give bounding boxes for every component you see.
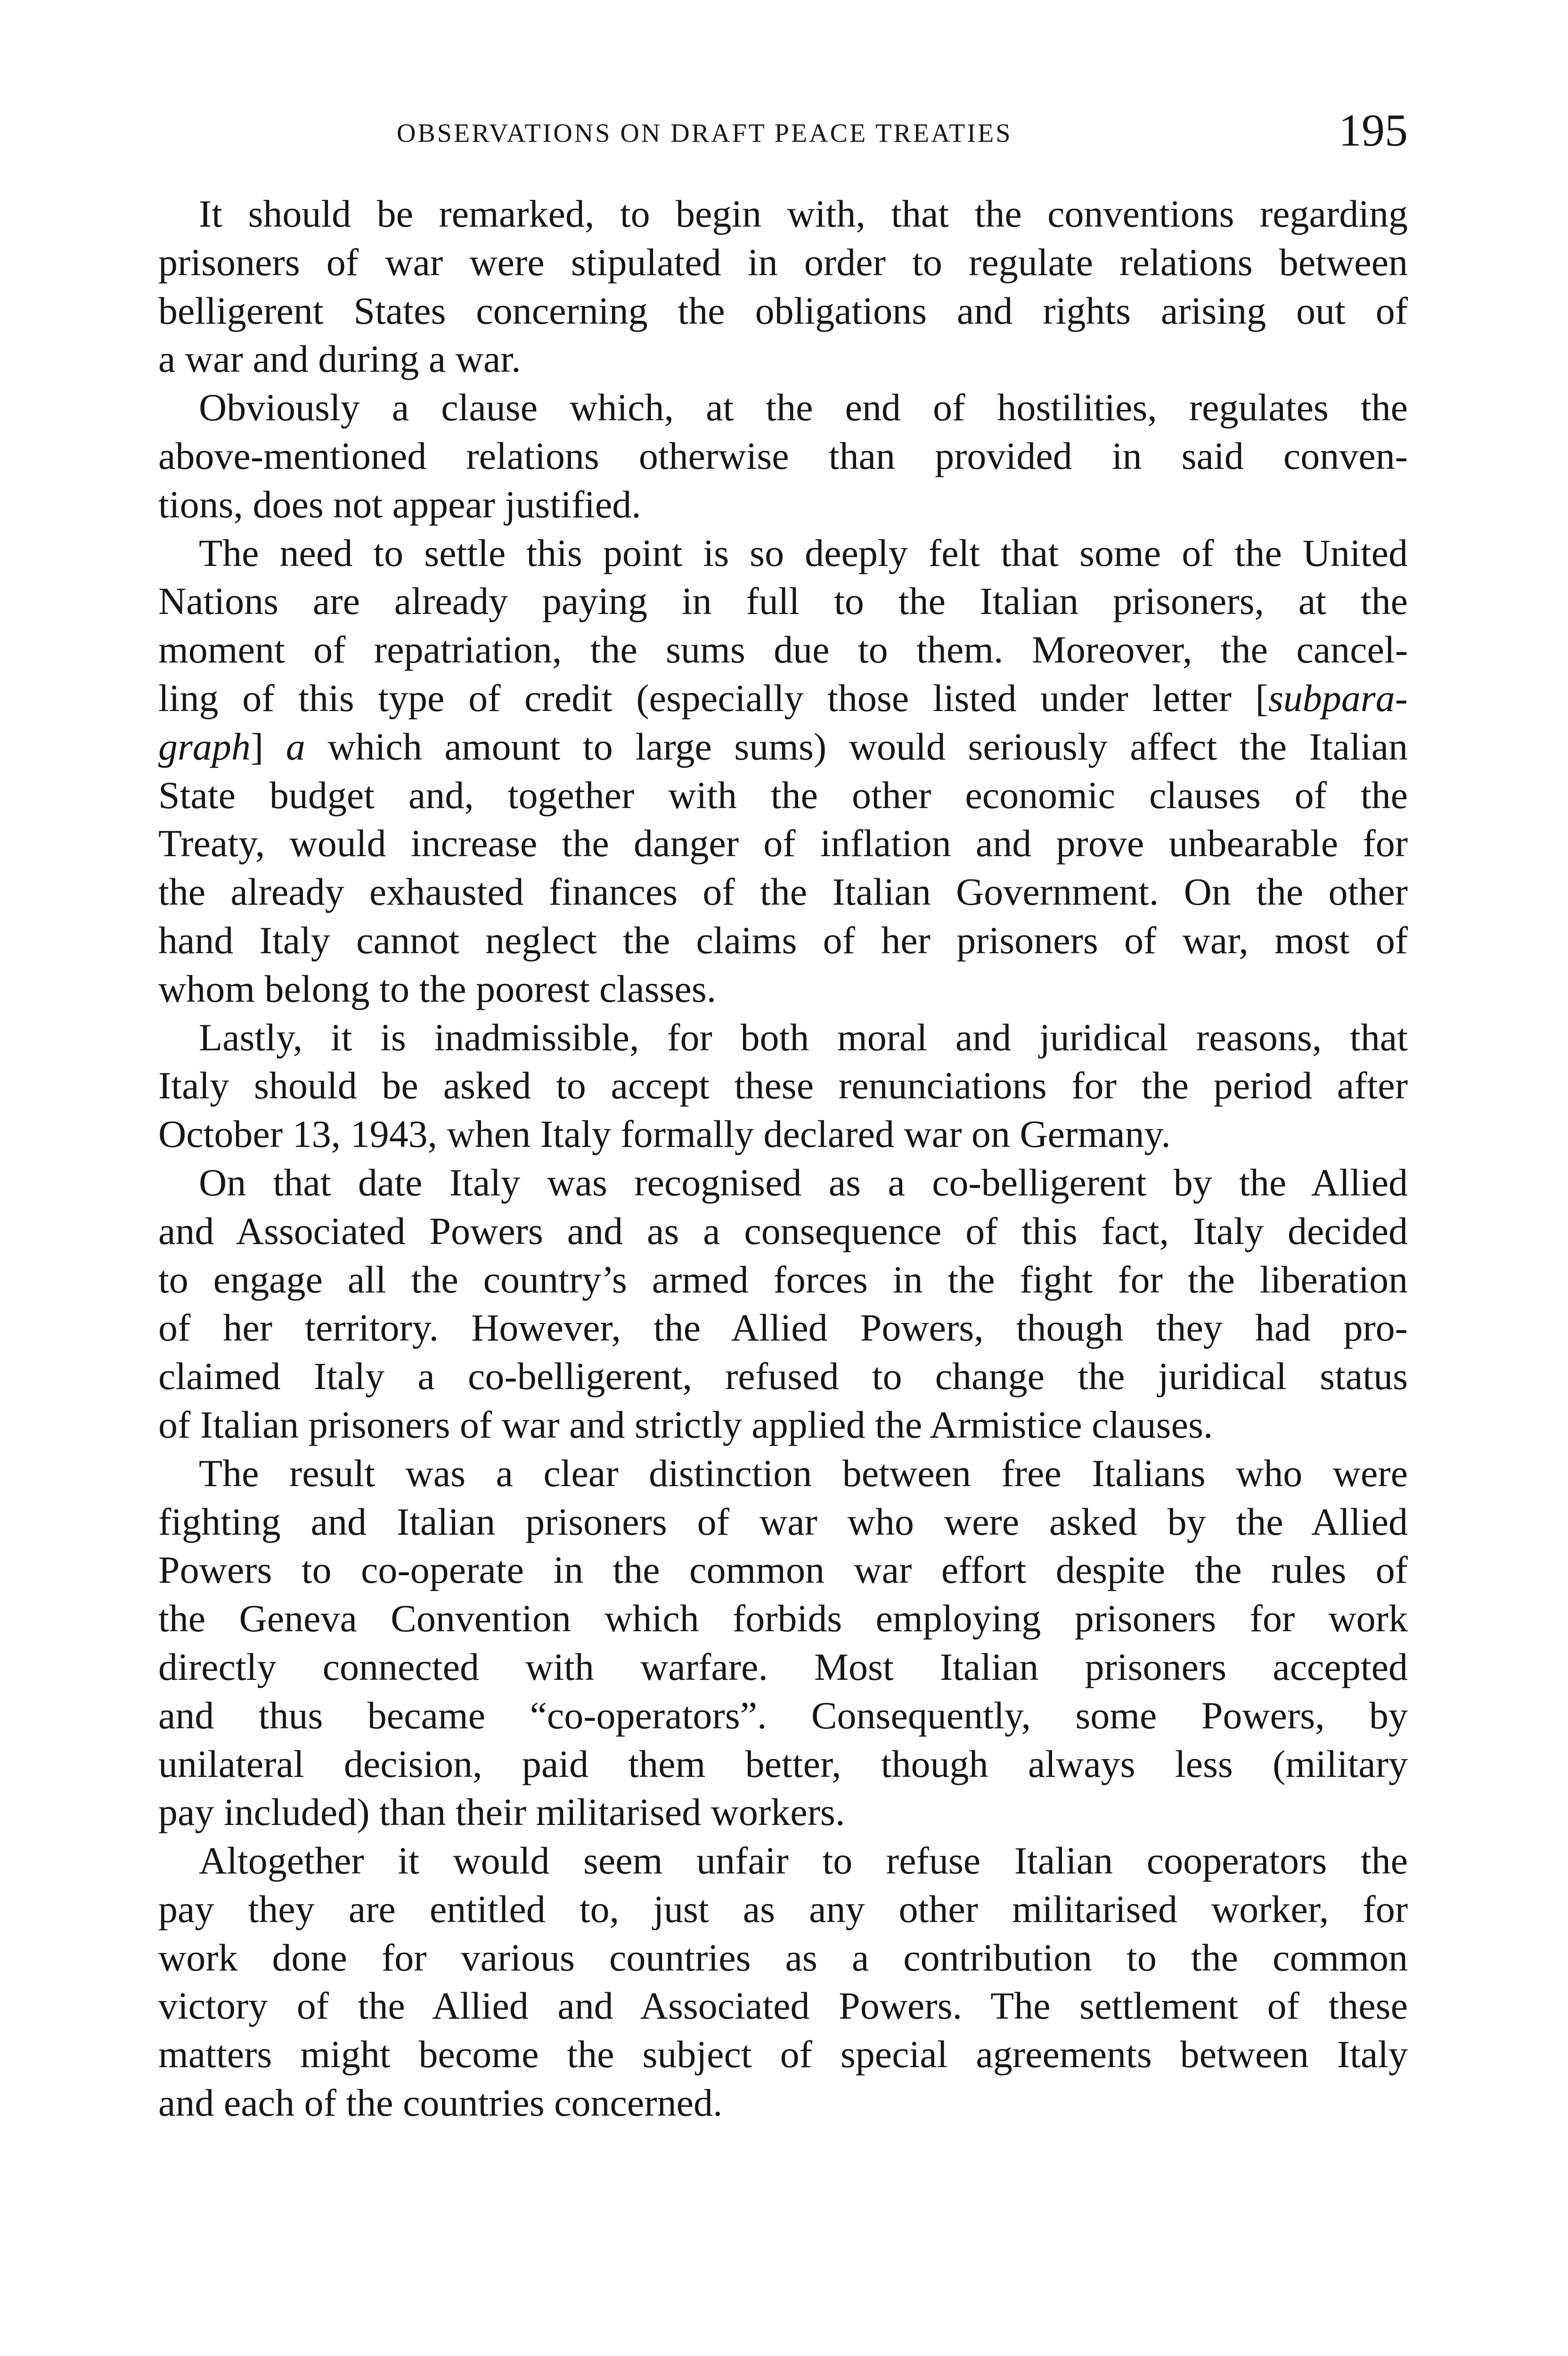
text-segment: ] bbox=[250, 725, 286, 768]
text-line: and each of the countries concerned. bbox=[158, 2081, 723, 2125]
text-line: Italy should be asked to accept these renunciations for the period after bbox=[158, 1064, 1408, 1107]
text-line: to engage all the country’s armed forces in the fight for the liberation bbox=[158, 1258, 1408, 1301]
text-line: State budget and, together with the other economic clauses of the bbox=[158, 773, 1408, 817]
paragraph bbox=[158, 190, 1408, 384]
text-line: a war and during a war. bbox=[158, 337, 521, 381]
italic-text: a bbox=[286, 725, 305, 768]
paragraph bbox=[158, 1159, 1408, 1449]
text-line: victory of the Allied and Associated Powers. The settlement of these bbox=[158, 1984, 1408, 2028]
text-line: fighting and Italian prisoners of war who were asked by the Allied bbox=[158, 1500, 1408, 1543]
page-number: 195 bbox=[1339, 105, 1408, 156]
text-line: claimed Italy a co-belligerent, refused to change the juridical status bbox=[158, 1355, 1408, 1398]
text-line: Obviously a clause which, at the end of hostilities, regulates the bbox=[199, 386, 1408, 429]
text-line bbox=[158, 674, 1408, 723]
text-line: The result was a clear distinction between free Italians who were bbox=[199, 1451, 1408, 1495]
text-line: of her territory. However, the Allied Powers, though they had pro- bbox=[158, 1306, 1408, 1350]
paragraph bbox=[158, 529, 1408, 1014]
page-header bbox=[158, 106, 1408, 155]
text-line: hand Italy cannot neglect the claims of her prisoners of war, most of bbox=[158, 918, 1408, 962]
body-text bbox=[158, 190, 1408, 2127]
text-line: On that date Italy was recognised as a co-belligerent by the Allied bbox=[199, 1161, 1408, 1204]
text-segment: ling of this type of credit (especially those listed under letter [ bbox=[158, 676, 1268, 720]
text-line: prisoners of war were stipulated in order to regulate relations between bbox=[158, 240, 1408, 284]
text-line: directly connected with warfare. Most Italian prisoners accepted bbox=[158, 1645, 1408, 1688]
text-line: and thus became “co-operators”. Consequently, some Powers, by bbox=[158, 1693, 1408, 1737]
text-line: whom belong to the poorest classes. bbox=[158, 967, 717, 1010]
text-line: matters might become the subject of special agreements between Italy bbox=[158, 2033, 1408, 2076]
text-line: and Associated Powers and as a consequence of this fact, Italy decided bbox=[158, 1209, 1408, 1252]
text-line: the already exhausted finances of the Italian Government. On the other bbox=[158, 870, 1408, 914]
text-line: pay they are entitled to, just as any other militarised worker, for bbox=[158, 1887, 1408, 1931]
text-segment: which amount to large sums) would seriously affect the Italian bbox=[305, 725, 1408, 768]
paragraph bbox=[158, 1014, 1408, 1159]
text-line: Powers to co-operate in the common war effort despite the rules of bbox=[158, 1548, 1408, 1592]
text-line: work done for various countries as a contribution to the common bbox=[158, 1936, 1408, 1979]
text-line: Nations are already paying in full to the Italian prisoners, at the bbox=[158, 580, 1408, 623]
text-line: October 13, 1943, when Italy formally declared war on Germany. bbox=[158, 1113, 1171, 1156]
text-line: tions, does not appear justified. bbox=[158, 483, 641, 526]
text-line: moment of repatriation, the sums due to them. Moreover, the cancel- bbox=[158, 628, 1408, 671]
text-line: Altogether it would seem unfair to refuse Italian cooperators the bbox=[199, 1839, 1408, 1882]
italic-text: subpara- bbox=[1268, 676, 1408, 720]
italic-text: graph bbox=[158, 725, 251, 768]
paragraph bbox=[158, 384, 1408, 529]
text-line: belligerent States concerning the obligations and rights arising out of bbox=[158, 289, 1408, 332]
text-line: It should be remarked, to begin with, that the conventions regarding bbox=[199, 192, 1408, 235]
text-line: the Geneva Convention which forbids employing prisoners for work bbox=[158, 1597, 1408, 1640]
text-line: unilateral decision, paid them better, though always less (military bbox=[158, 1742, 1408, 1785]
paragraph bbox=[158, 1837, 1408, 2127]
text-line: pay included) than their militarised workers. bbox=[158, 1791, 845, 1834]
text-line: above-mentioned relations otherwise than provided in said conven- bbox=[158, 434, 1408, 477]
running-title: OBSERVATIONS ON DRAFT PEACE TREATIES bbox=[397, 119, 1013, 148]
text-line: of Italian prisoners of war and strictly applied the Armistice clauses. bbox=[158, 1403, 1213, 1446]
text-line bbox=[158, 723, 1408, 771]
text-line: The need to settle this point is so deeply felt that some of the United bbox=[199, 531, 1408, 574]
text-line: Treaty, would increase the danger of inflation and prove unbearable for bbox=[158, 822, 1408, 865]
text-line: Lastly, it is inadmissible, for both moral and juridical reasons, that bbox=[199, 1015, 1408, 1059]
paragraph bbox=[158, 1449, 1408, 1837]
